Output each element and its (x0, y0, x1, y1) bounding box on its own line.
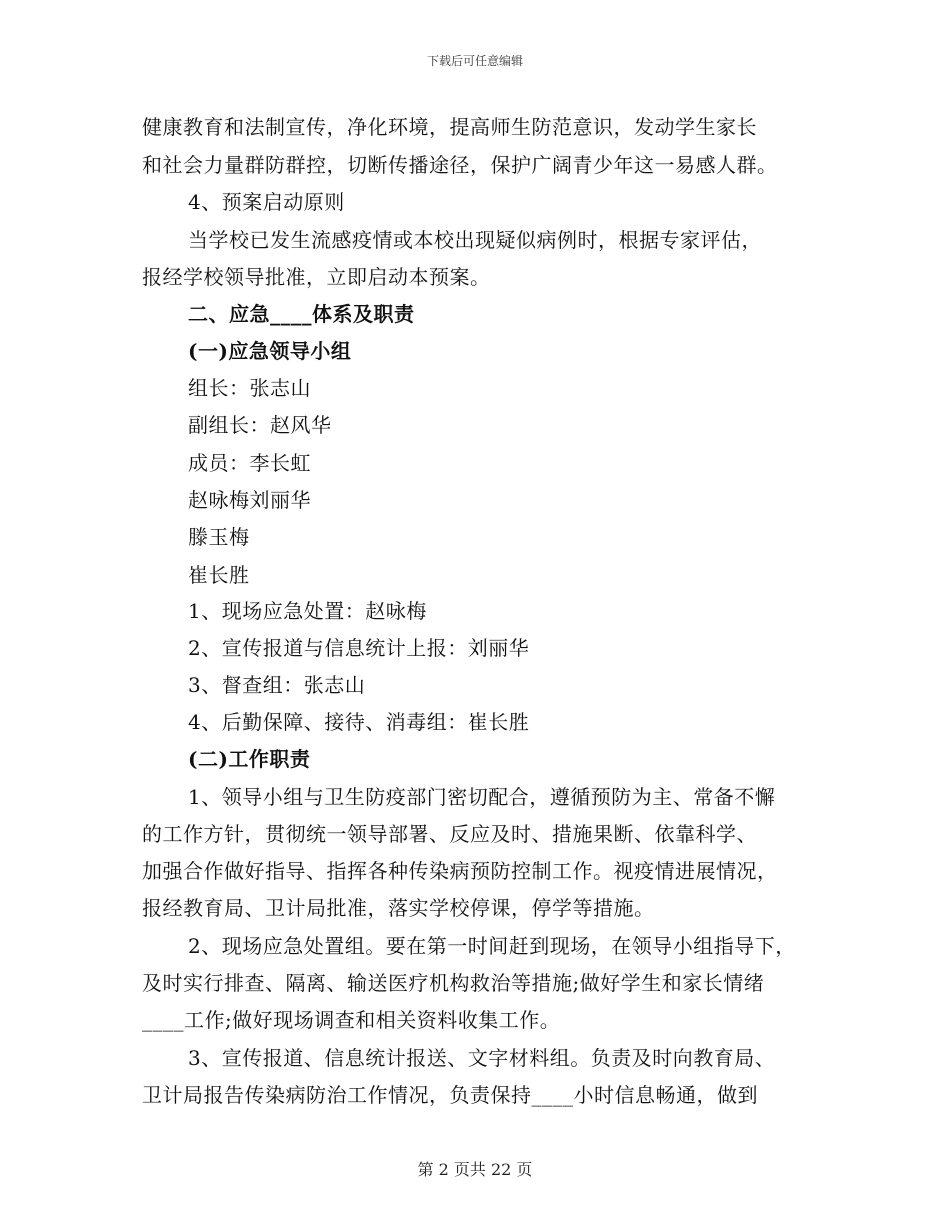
body-text-line: 及时实行排查、隔离、输送医疗机构救治等措施;做好学生和家长情绪 (142, 971, 765, 995)
page-footer: 第 2 页共 22 页 (417, 1160, 533, 1179)
section-heading: 二、应急____体系及职责 (188, 302, 415, 326)
body-text-line: 当学校已发生流感疫情或本校出现疑似病例时，根据专家评估， (188, 228, 762, 252)
list-item: 1、现场应急处置：赵咏梅 (188, 599, 427, 623)
body-text-line: 加强合作做好指导、指挥各种传染病预防控制工作。视疫情进展情况， (142, 859, 778, 883)
section-heading: 4、预案启动原则 (188, 190, 345, 214)
list-item: 崔长胜 (188, 563, 250, 587)
page-header: 下载后可任意编辑 (426, 54, 523, 68)
list-item: 2、宣传报道与信息统计上报：刘丽华 (188, 636, 530, 660)
list-item: 组长：张志山 (188, 376, 311, 400)
body-text-line: 卫计局报告传染病防治工作情况，负责保持____小时信息畅通，做到 (142, 1083, 758, 1107)
body-text-line: 1、领导小组与卫生防疫部门密切配合，遵循预防为主、常备不懈 (188, 785, 776, 809)
body-text-line: ____工作;做好现场调查和相关资料收集工作。 (142, 1008, 561, 1032)
list-item: 赵咏梅刘丽华 (188, 488, 311, 512)
subsection-heading: (一)应急领导小组 (188, 339, 352, 363)
list-item: 成员：李长虹 (188, 451, 311, 475)
subsection-heading: (二)工作职责 (188, 747, 311, 771)
body-text-line: 健康教育和法制宣传，净化环境，提高师生防范意识，发动学生家长 (142, 115, 757, 139)
body-text-line: 和社会力量群防群控，切断传播途径，保护广阔青少年这一易感人群。 (142, 153, 778, 177)
list-item: 4、后勤保障、接待、消毒组：崔长胜 (188, 710, 530, 734)
list-item: 滕玉梅 (188, 525, 250, 549)
body-text-line: 的工作方针，贯彻统一领导部署、反应及时、措施果断、依靠科学、 (142, 822, 757, 846)
list-item: 3、督查组：张志山 (188, 673, 366, 697)
body-text-line: 报经教育局、卫计局批准，落实学校停课，停学等措施。 (142, 896, 655, 920)
body-text-line: 3、宣传报道、信息统计报送、文字材料组。负责及时向教育局、 (188, 1046, 776, 1070)
list-item: 副组长：赵风华 (188, 413, 332, 437)
body-text-line: 报经学校领导批准，立即启动本预案。 (142, 265, 491, 289)
body-text-line: 2、现场应急处置组。要在第一时间赶到现场，在领导小组指导下， (188, 934, 796, 958)
